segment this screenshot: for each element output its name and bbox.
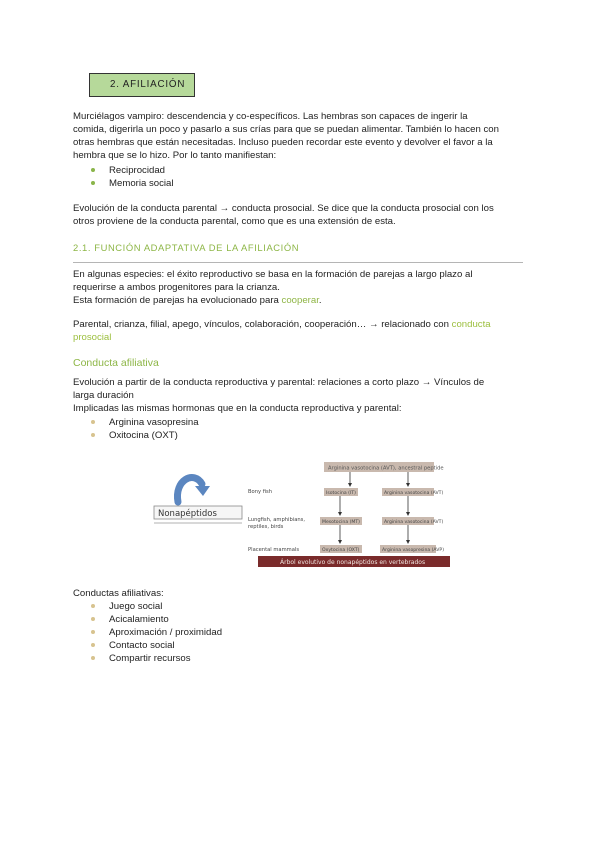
affiliative-paragraph	[73, 376, 523, 415]
pairs-line: Esta formación de parejas ha evolucionado para cooperar.	[73, 295, 322, 306]
affiliative-title: Conducta afiliativa	[73, 357, 159, 369]
hormones-list	[89, 416, 199, 442]
bullet-dot-icon	[91, 420, 95, 424]
affiliative-line: Evolución a partir de la conducta reproductiva y parental: relaciones a corto plazo → Vínculos de	[73, 377, 485, 388]
figure-caption: Árbol evolutivo de nonapéptidos en vertebrados	[280, 559, 426, 566]
figure-group-label: Lungfish, amphibians,	[248, 517, 306, 523]
bullet-dot-icon	[91, 656, 95, 660]
list-item: Acicalamiento	[89, 613, 222, 626]
intro-line: Murciélagos vampiro: descendencia y co-específicos. Las hembras son capaces de ingerir la	[73, 111, 468, 122]
figure-top-text: Arginina vasotocina (AVT), ancestral peptide	[328, 465, 444, 472]
curved-arrow-icon	[177, 478, 210, 502]
intro-line: comida, digerirla un poco y pasarlo a sus crías para que se puedan alimentar. También lo hacen con	[73, 124, 499, 135]
figure-left-label: Nonapéptidos	[158, 509, 217, 519]
section-divider	[73, 262, 523, 263]
list-item: Reciprocidad	[89, 164, 174, 177]
behaviors-title: Conductas afiliativas:	[73, 588, 164, 599]
intro-line: hembra que se lo hizo. Por lo tanto manifiestan:	[73, 150, 277, 161]
bullet-dot-icon	[91, 643, 95, 647]
bullet-dot-icon	[91, 181, 95, 185]
list-item: Memoria social	[89, 177, 174, 190]
related-paragraph	[73, 318, 523, 344]
affiliative-line: Implicadas las mismas hormonas que en la conducta reproductiva y parental:	[73, 403, 402, 414]
intro-bullet-list	[89, 164, 174, 190]
list-item: Juego social	[89, 600, 222, 613]
figure-node-text: Oxytocina (OXT)	[322, 548, 360, 553]
affiliative-line: larga duración	[73, 390, 134, 401]
section-heading: 2. AFILIACIÓN	[89, 73, 195, 97]
bullet-dot-icon	[91, 168, 95, 172]
related-line: Parental, crianza, filial, apego, vínculos, colaboración, cooperación… → relacionado con conducta	[73, 319, 491, 330]
prosocial-highlight: conducta	[451, 319, 491, 330]
bullet-dot-icon	[91, 433, 95, 437]
figure-group-label: Placental mammals	[248, 547, 300, 553]
prosocial-highlight: prosocial	[73, 332, 112, 343]
behaviors-list	[89, 600, 222, 665]
figure-node-text: Arginina vasotocina (AVT)	[384, 520, 444, 525]
pairs-paragraph	[73, 268, 523, 307]
nonapeptide-figure	[150, 460, 450, 570]
list-item: Aproximación / proximidad	[89, 626, 222, 639]
pairs-line: requerirse a ambos progenitores para la crianza.	[73, 282, 280, 293]
figure-node-text: Isotocina (IT)	[326, 491, 356, 496]
bullet-dot-icon	[91, 604, 95, 608]
figure-node-text: Arginina vasotocina (AVT)	[384, 491, 444, 496]
list-item: Arginina vasopresina	[89, 416, 199, 429]
figure-group-label: reptiles, birds	[248, 524, 284, 530]
figure-group-label: Bony fish	[248, 489, 272, 495]
figure-node-text: Arginina vasopresina (AVP)	[382, 548, 444, 553]
evolution-paragraph	[73, 202, 523, 228]
intro-line: otras hembras que están necesitadas. Incluso pueden recordar este evento y devolver el favor a la	[73, 137, 493, 148]
list-item: Compartir recursos	[89, 652, 222, 665]
intro-paragraph	[73, 110, 523, 162]
bullet-dot-icon	[91, 630, 95, 634]
list-item: Oxitocina (OXT)	[89, 429, 199, 442]
evolution-line: otros proviene de la conducta parental, como que es una extensión de esta.	[73, 216, 396, 227]
list-item: Contacto social	[89, 639, 222, 652]
pairs-line: En algunas especies: el éxito reproductivo se basa en la formación de parejas a largo plazo al	[73, 269, 473, 280]
figure-node-text: Mesotocina (MT)	[322, 520, 360, 525]
subsection-title: 2.1. FUNCIÓN ADAPTATIVA DE LA AFILIACIÓN	[73, 242, 300, 253]
bullet-dot-icon	[91, 617, 95, 621]
cooperar-highlight: cooperar	[281, 295, 319, 306]
evolution-line: Evolución de la conducta parental → conducta prosocial. Se dice que la conducta prosocial con los	[73, 203, 494, 214]
